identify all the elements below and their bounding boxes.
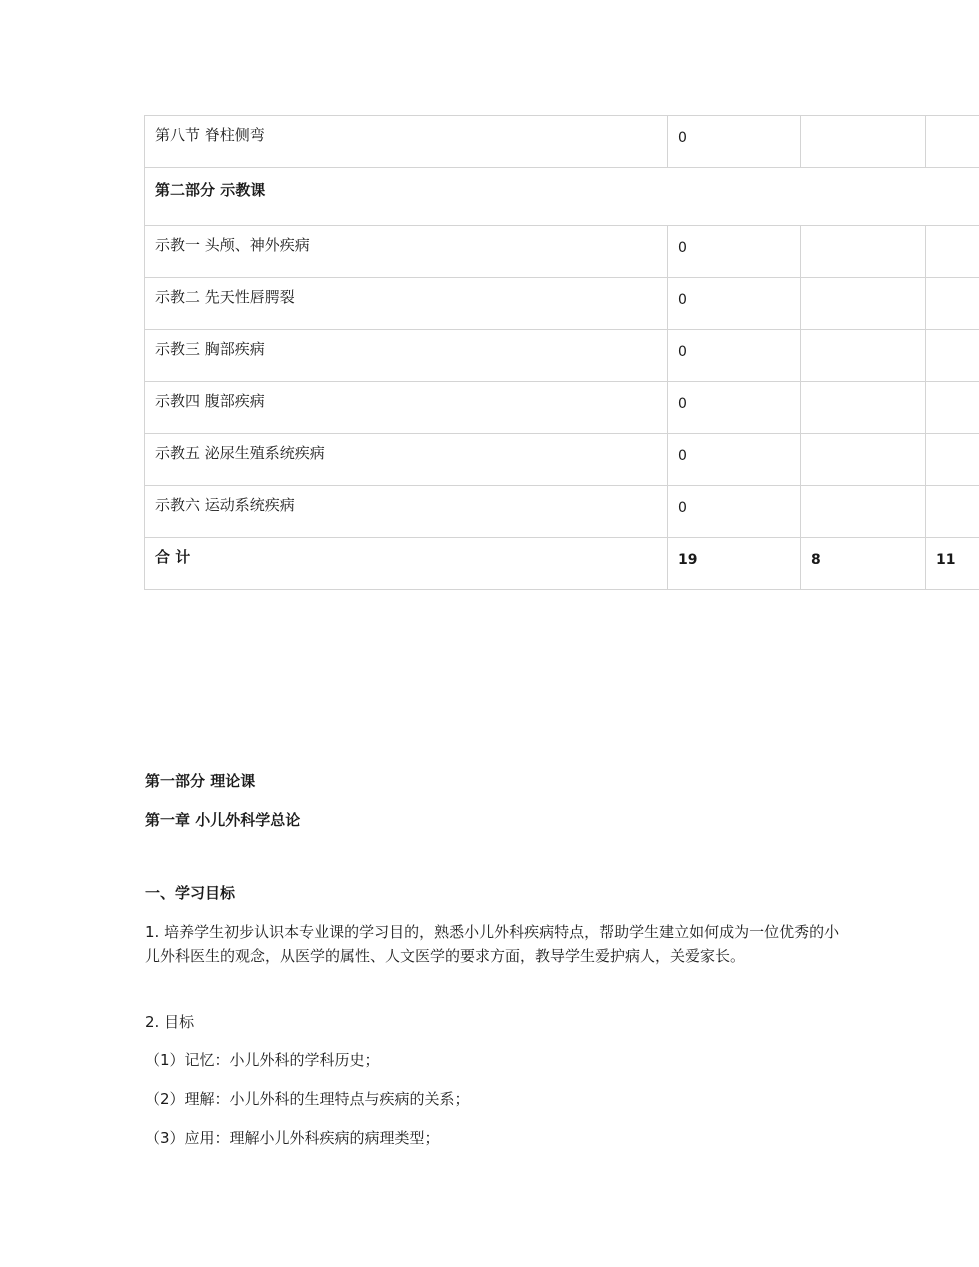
total-practice-cell: 11 [926, 538, 979, 590]
table-row [145, 486, 979, 538]
hours-total-cell: 0 [668, 278, 801, 330]
table-section-row [145, 168, 979, 226]
table-row [145, 382, 979, 434]
hours-total-cell: 0 [668, 330, 801, 382]
hours-practice-cell [926, 486, 979, 538]
hours-practice-cell [926, 330, 979, 382]
hours-theory-cell [801, 116, 926, 168]
objective-paragraph-1: 1. 培养学生初步认识本专业课的学习目的，熟悉小儿外科疾病特点，帮助学生建立如何成为一位优秀的小儿外科医生的观念，从医学的属性、人文医学的要求方面，教导学生爱护病人，关爱家长。 [145, 923, 840, 965]
table-total-row [145, 538, 979, 590]
hours-total-cell: 0 [668, 486, 801, 538]
hours-practice-cell [926, 226, 979, 278]
table-row [145, 330, 979, 382]
part-heading: 第一部分 理论课 [145, 772, 256, 790]
objective-item-memory: （1）记忆：小儿外科的学科历史； [145, 1051, 380, 1069]
row-title-cell: 示教二 先天性唇腭裂 [145, 278, 668, 330]
hours-practice-cell [926, 382, 979, 434]
section-title-cell: 第二部分 示教课 [145, 168, 979, 226]
class-hours-table [144, 115, 979, 590]
row-title-cell: 示教五 泌尿生殖系统疾病 [145, 434, 668, 486]
hours-theory-cell [801, 330, 926, 382]
table-row [145, 434, 979, 486]
objective-paragraph-2: 2. 目标 [145, 1013, 195, 1031]
row-title-cell: 示教一 头颅、神外疾病 [145, 226, 668, 278]
hours-theory-cell [801, 486, 926, 538]
hours-practice-cell [926, 278, 979, 330]
hours-practice-cell [926, 116, 979, 168]
total-theory-cell: 8 [801, 538, 926, 590]
hours-theory-cell [801, 278, 926, 330]
total-title-cell: 合 计 [145, 538, 668, 590]
total-hours-cell: 19 [668, 538, 801, 590]
row-title-cell: 示教六 运动系统疾病 [145, 486, 668, 538]
hours-theory-cell [801, 382, 926, 434]
hours-total-cell: 0 [668, 382, 801, 434]
hours-total-cell: 0 [668, 226, 801, 278]
row-title-cell: 示教三 胸部疾病 [145, 330, 668, 382]
table-row [145, 116, 979, 168]
chapter-heading: 第一章 小儿外科学总论 [145, 811, 301, 829]
table-row [145, 278, 979, 330]
table-row [145, 226, 979, 278]
row-title-cell: 示教四 腹部疾病 [145, 382, 668, 434]
hours-theory-cell [801, 226, 926, 278]
hours-total-cell: 0 [668, 116, 801, 168]
row-title-cell: 第八节 脊柱侧弯 [145, 116, 668, 168]
hours-practice-cell [926, 434, 979, 486]
objective-item-understanding: （2）理解：小儿外科的生理特点与疾病的关系； [145, 1090, 470, 1108]
hours-theory-cell [801, 434, 926, 486]
objectives-heading: 一、学习目标 [145, 884, 236, 902]
objective-item-application: （3）应用：理解小儿外科疾病的病理类型； [145, 1129, 440, 1147]
hours-total-cell: 0 [668, 434, 801, 486]
